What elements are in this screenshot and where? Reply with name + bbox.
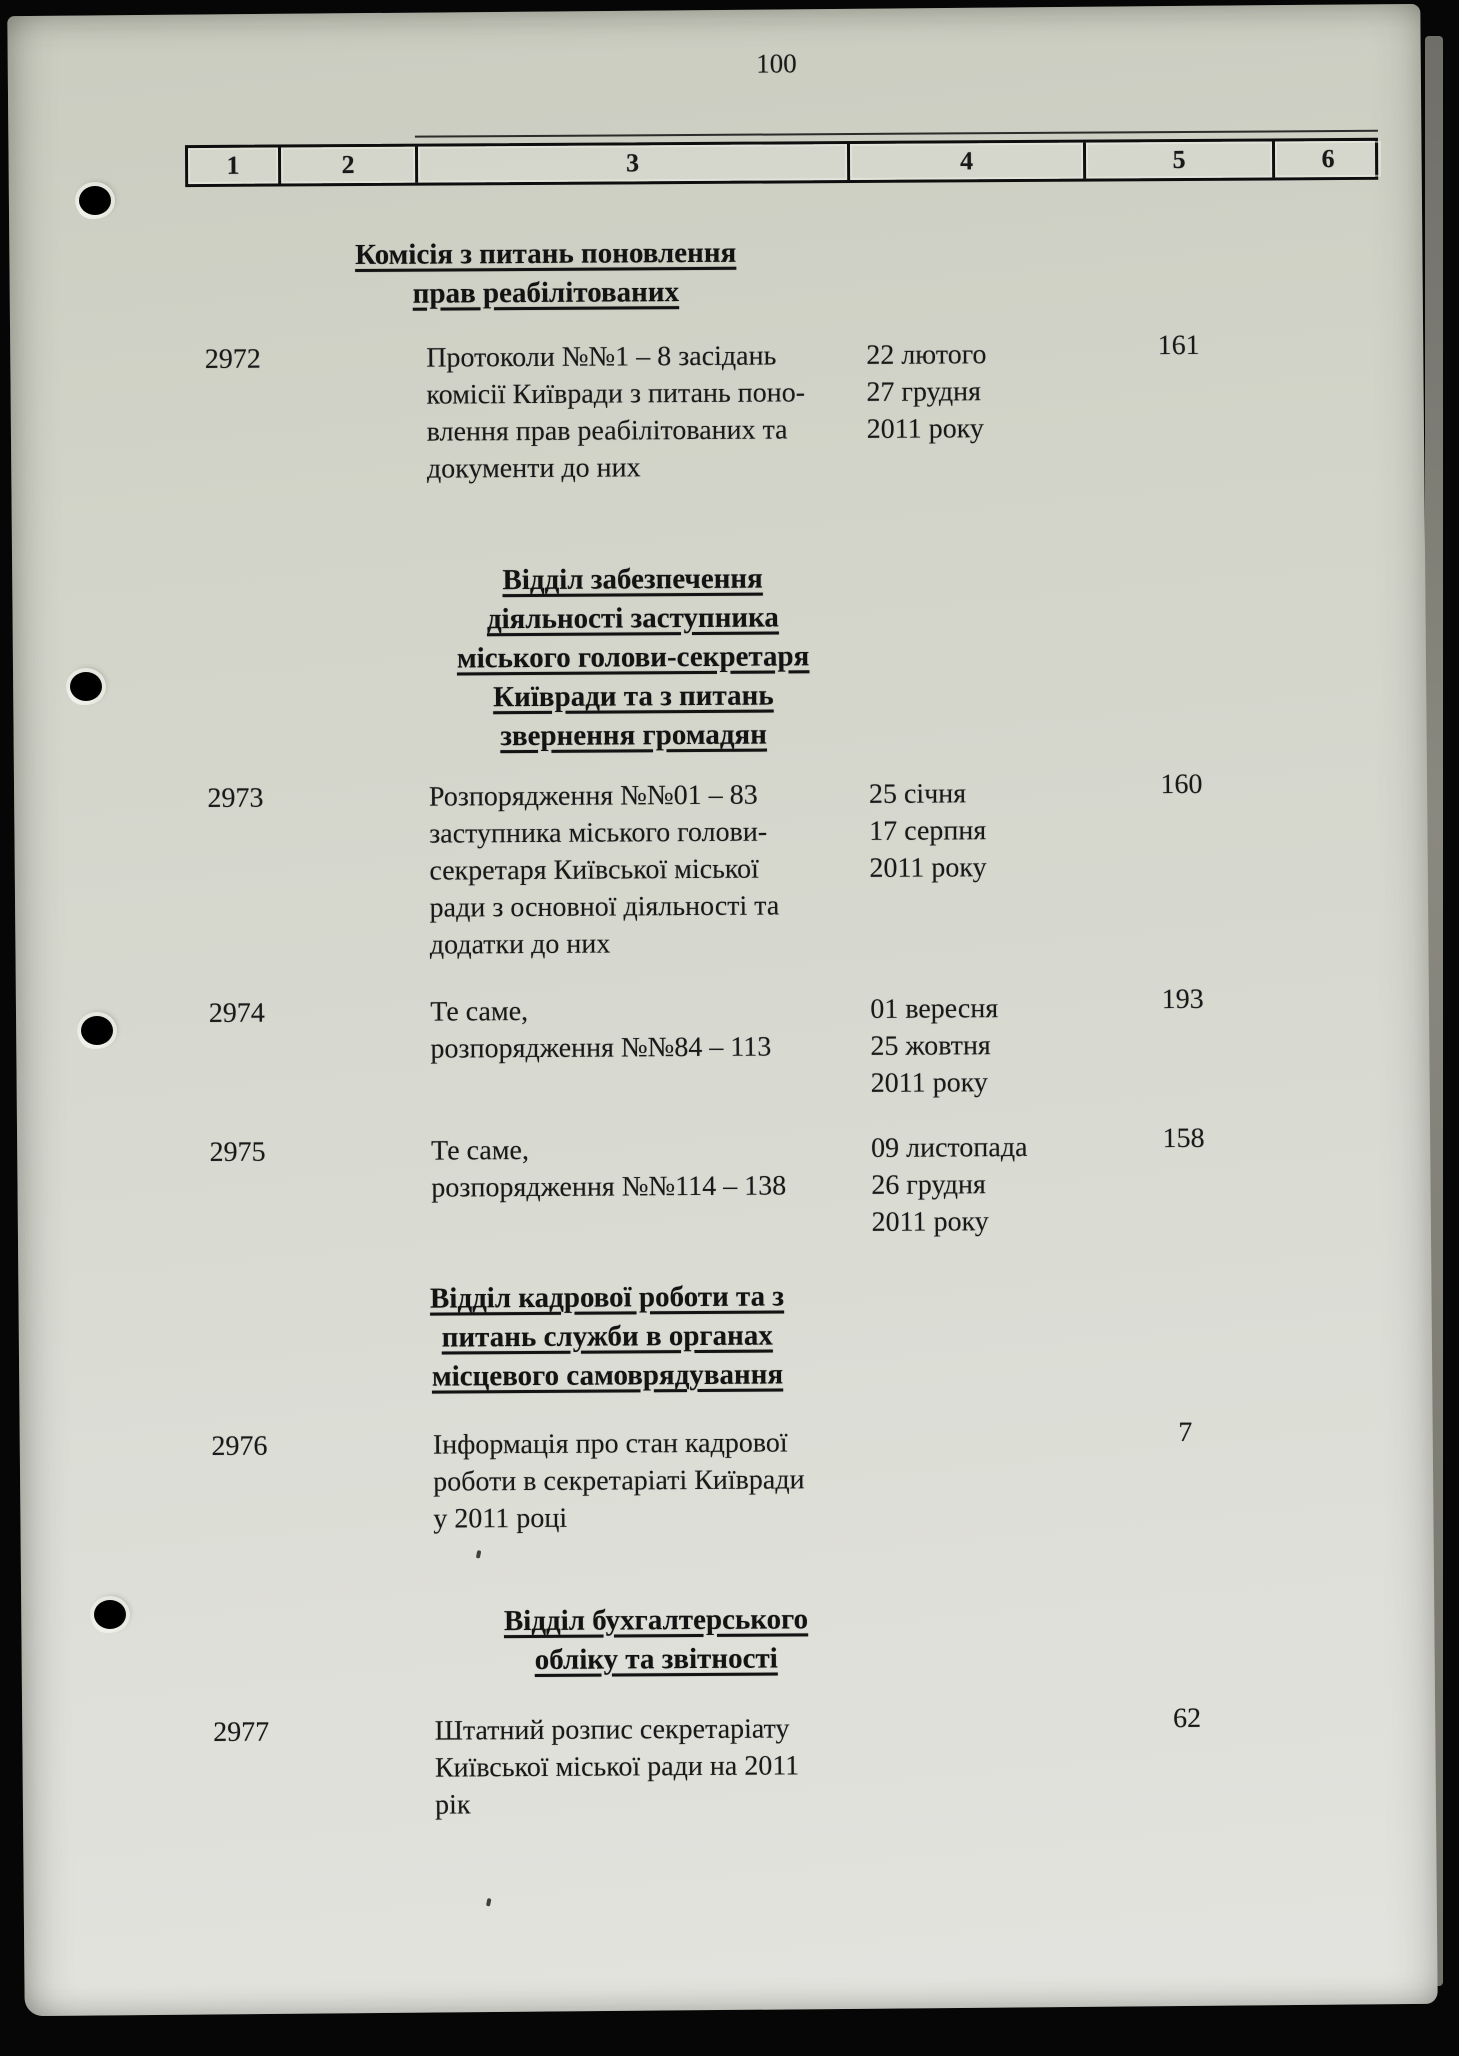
section-heading-line: звернення громадян bbox=[500, 718, 767, 753]
entry-description-line: Розпорядження №№01 – 83 bbox=[428, 779, 758, 813]
entry-description bbox=[419, 776, 852, 964]
section-heading-line: місцевого самоврядування bbox=[431, 1358, 784, 1393]
entry-date-line: 2011 року bbox=[871, 1206, 989, 1238]
scan-speck bbox=[476, 1550, 482, 1559]
entry-dates bbox=[853, 1129, 1090, 1241]
page-number: 100 bbox=[756, 48, 797, 79]
entry-row bbox=[191, 1122, 1385, 1245]
section-heading-line: діяльності заступника bbox=[486, 601, 779, 636]
entry-description-line: Штатний розпис секретаріату bbox=[434, 1713, 790, 1747]
entry-number: 2975 bbox=[209, 1136, 266, 1168]
entry-description-line: Те саме, bbox=[430, 996, 529, 1028]
hole-punch bbox=[94, 1600, 126, 1629]
sheet-count: 161 bbox=[1157, 329, 1200, 362]
entry-description bbox=[416, 337, 849, 488]
sheet-count: 193 bbox=[1161, 983, 1204, 1016]
entry-description-line: розпорядження №№114 – 138 bbox=[431, 1170, 787, 1204]
section-heading-line: обліку та звітності bbox=[534, 1642, 778, 1676]
section-heading-line: питань служби в органах bbox=[441, 1319, 773, 1354]
entry-description-line: Інформація про стан кадрової bbox=[432, 1427, 788, 1461]
entry-row bbox=[190, 983, 1384, 1106]
entry-description-line: Те саме, bbox=[431, 1135, 530, 1167]
entry-date-line: 2011 року bbox=[869, 852, 987, 884]
section-heading bbox=[311, 233, 781, 314]
entry-row bbox=[186, 329, 1380, 489]
sheet-count: 62 bbox=[1173, 1702, 1202, 1735]
section-heading-line: прав реабілітованих bbox=[412, 276, 680, 310]
hole-punch bbox=[70, 672, 102, 701]
entry-date-line: 01 вересня bbox=[870, 993, 999, 1025]
sheet-count: 160 bbox=[1160, 768, 1203, 801]
section-heading-line: міського голови-секретаря bbox=[456, 640, 810, 675]
section-heading-line: Київради та з питань bbox=[492, 679, 774, 714]
entry-row bbox=[193, 1416, 1387, 1539]
entry-date-line: 26 грудня bbox=[871, 1169, 986, 1201]
entry-description-line: ради з основної діяльності та bbox=[429, 890, 780, 924]
col-header-4: 4 bbox=[850, 143, 1086, 180]
table-outer-border-line bbox=[415, 130, 1378, 138]
entry-number: 2976 bbox=[211, 1430, 268, 1462]
entry-number: 2973 bbox=[207, 782, 264, 814]
entry-description-line: Київської міської ради на 2011 bbox=[434, 1750, 800, 1784]
entry-row bbox=[189, 768, 1383, 965]
entry-date-line: 2011 року bbox=[866, 413, 984, 445]
col-header-5: 5 bbox=[1086, 141, 1275, 178]
entry-date-line: 27 грудня bbox=[866, 376, 982, 408]
entry-number: 2974 bbox=[208, 997, 265, 1029]
section-heading-line: Комісія з питань поновлення bbox=[354, 236, 737, 272]
sheet-count: 7 bbox=[1178, 1416, 1193, 1449]
entry-description-line: комісії Київради з питань поно- bbox=[426, 377, 806, 411]
entry-description-line: документи до них bbox=[426, 452, 641, 485]
entry-date-line: 25 січня bbox=[868, 778, 967, 810]
section-heading bbox=[398, 559, 869, 757]
section-heading-line: Відділ забезпечення bbox=[502, 562, 763, 597]
entry-date-line: 09 листопада bbox=[871, 1131, 1028, 1164]
scan-speck bbox=[486, 1898, 492, 1907]
entry-description-line: секретаря Київської міської bbox=[429, 853, 759, 887]
entry-row bbox=[195, 1702, 1389, 1825]
col-header-1: 1 bbox=[188, 148, 281, 185]
entry-description-line: заступника міського голови- bbox=[429, 816, 768, 850]
entry-description bbox=[421, 1130, 854, 1244]
entry-date-line: 25 жовтня bbox=[870, 1030, 991, 1062]
section-heading-line: Відділ кадрової роботи та з bbox=[429, 1280, 785, 1315]
entry-description-line: додатки до них bbox=[429, 928, 611, 961]
entry-description bbox=[420, 991, 853, 1105]
entry-description-line: роботи в секретаріаті Київради bbox=[433, 1464, 805, 1498]
entry-dates bbox=[848, 336, 1085, 485]
col-header-2: 2 bbox=[281, 147, 418, 184]
entry-description bbox=[425, 1710, 858, 1824]
entry-number: 2977 bbox=[213, 1716, 270, 1748]
entry-description-line: влення прав реабілітованих та bbox=[426, 414, 788, 448]
entry-date-line: 17 серпня bbox=[869, 815, 987, 847]
entry-dates bbox=[852, 990, 1089, 1102]
section-heading bbox=[421, 1600, 891, 1681]
entry-dates bbox=[851, 775, 1088, 961]
entry-description-line: Протоколи №№1 – 8 засідань bbox=[426, 340, 777, 374]
hole-punch bbox=[79, 186, 111, 215]
entry-date-line: 22 лютого bbox=[866, 339, 987, 371]
hole-punch bbox=[81, 1016, 113, 1045]
table-header-row bbox=[185, 138, 1378, 187]
section-heading bbox=[372, 1277, 843, 1397]
col-header-6: 6 bbox=[1275, 141, 1381, 178]
entry-description-line: у 2011 році bbox=[433, 1502, 568, 1535]
sheet-count: 158 bbox=[1162, 1122, 1205, 1155]
col-header-3: 3 bbox=[418, 144, 850, 183]
section-heading-line: Відділ бухгалтерського bbox=[503, 1603, 809, 1638]
entry-number: 2972 bbox=[204, 343, 261, 375]
entry-description-line: розпорядження №№84 – 113 bbox=[430, 1031, 772, 1065]
entry-description bbox=[423, 1424, 856, 1538]
entry-description-line: рік bbox=[435, 1789, 471, 1821]
entry-date-line: 2011 року bbox=[870, 1067, 988, 1099]
